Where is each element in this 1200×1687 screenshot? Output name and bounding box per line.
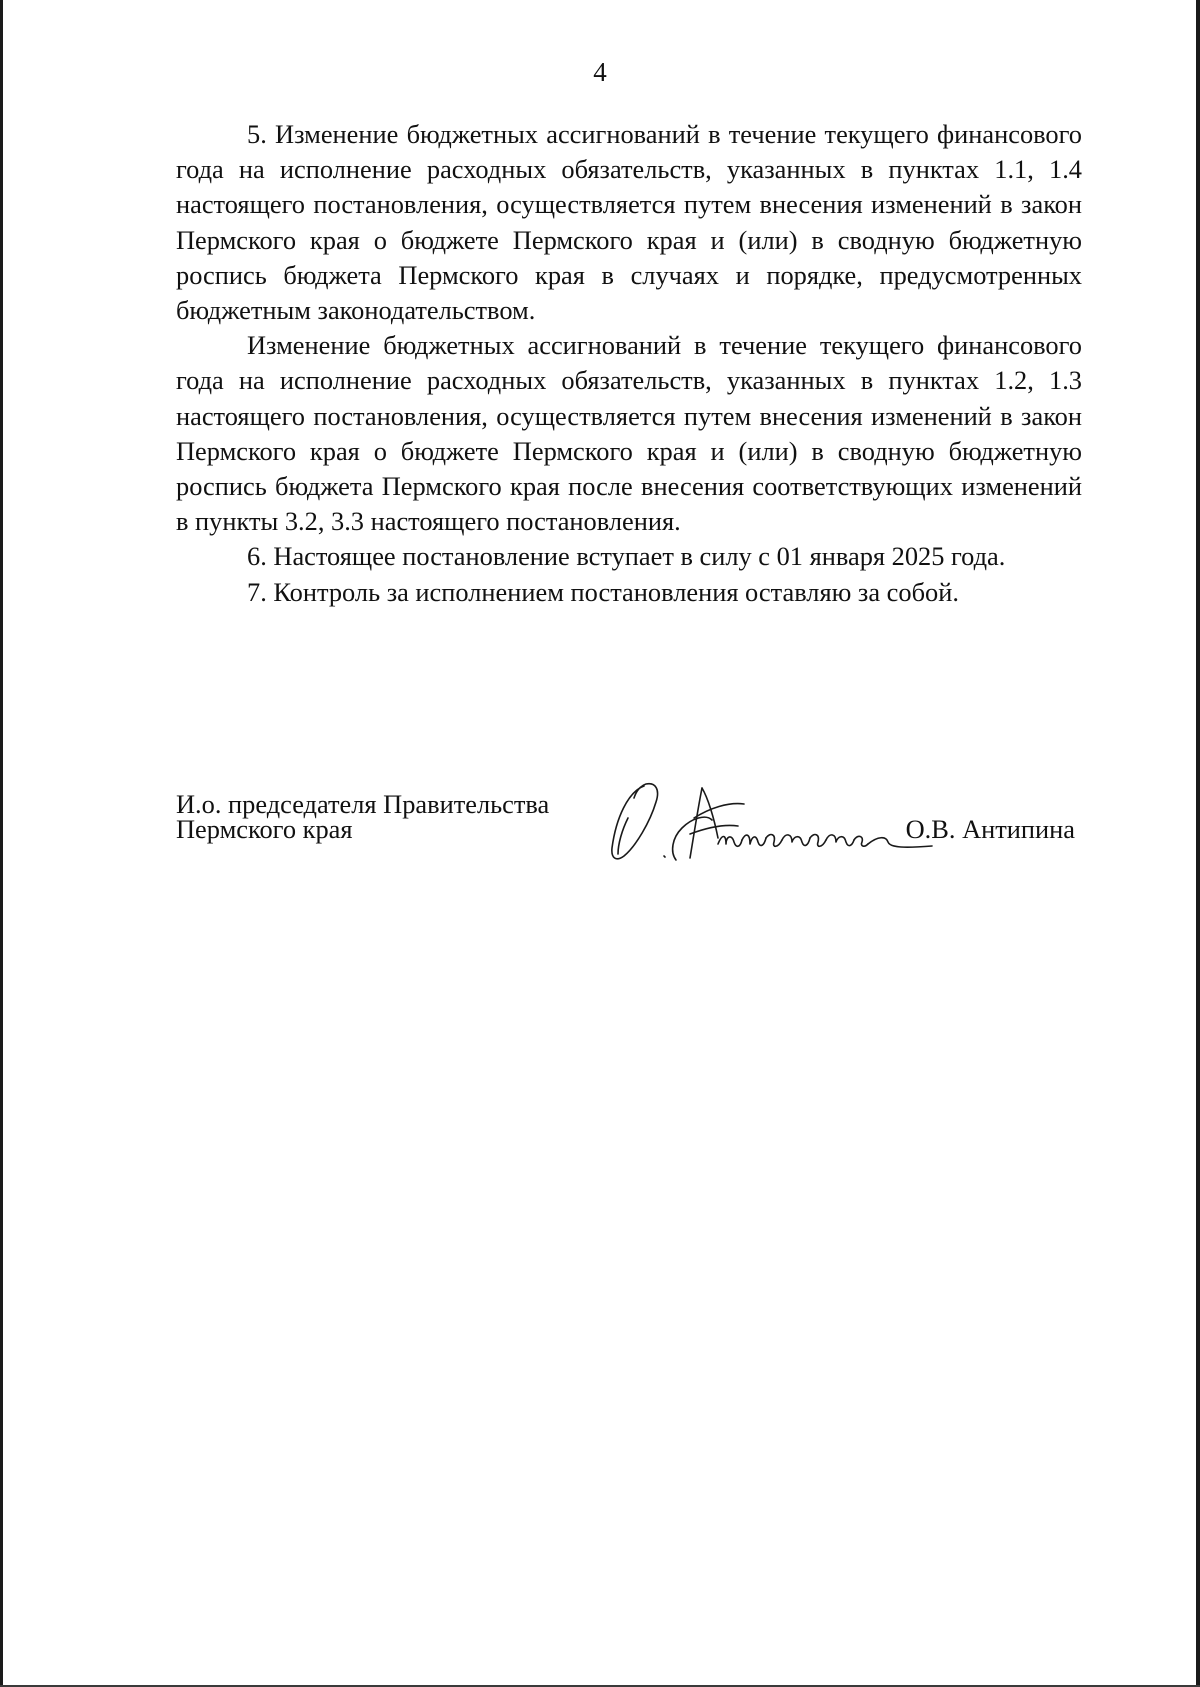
paragraph-5-continued: Изменение бюджетных ассигнований в течение текущего финансового года на исполнение расходных обязательств, указанных в пунктах 1.2, 1.3 настоящего постановления, осуществляется путем внесения изменений в закон Пермского края о бюджете Пермского края и (или) в сводную бюджетную роспись бюджета Пермского края после внесения соответствующих изменений в пункты 3.2, 3.3 настоящего постановления.: [176, 330, 1082, 537]
paragraph-6: 6. Настоящее постановление вступает в силу с 01 января 2025 года.: [247, 541, 1006, 572]
signature-block: [176, 789, 1082, 872]
scan-edge-right: [1196, 0, 1200, 1687]
paragraph-7: 7. Контроль за исполнением постановления оставляю за собой.: [247, 576, 959, 607]
page-number: 4: [593, 57, 607, 87]
handwritten-signature: [606, 778, 936, 868]
paragraph-5: 5. Изменение бюджетных ассигнований в течение текущего финансового года на исполнение расходных обязательств, указанных в пунктах 1.1, 1.4 настоящего постановления, осуществляется путем внесения изменений в закон Пермского края о бюджете Пермского края и (или) в сводную бюджетную роспись бюджета Пермского края в случаях и порядке, предусмотренных бюджетным законодательством.: [176, 119, 1082, 326]
signer-position-line-1: И.о. председателя Правительства: [176, 789, 550, 819]
signer-name: О.В. Антипина: [905, 814, 1075, 844]
signer-position-line-2: Пермского края: [176, 814, 353, 844]
document-body: [176, 117, 1082, 610]
signer-position: [176, 789, 550, 844]
scan-edge-left: [0, 0, 3, 1687]
